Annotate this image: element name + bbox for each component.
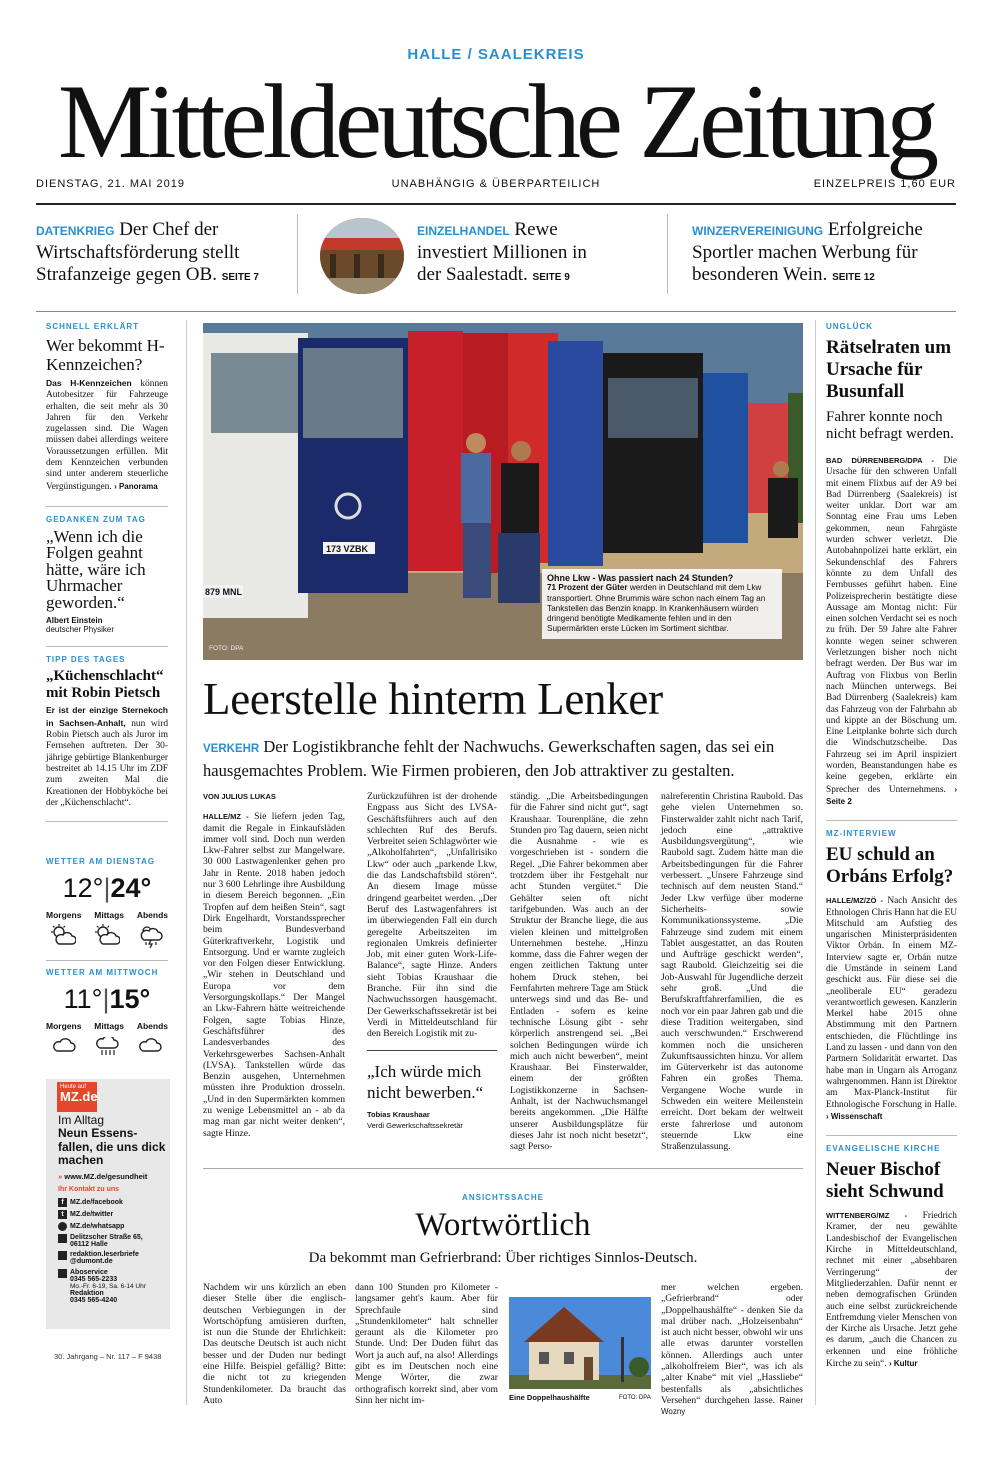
interview-dateline: HALLE/MZ/ZÖ -	[826, 896, 883, 906]
lead-col-3	[510, 791, 648, 1153]
mz-logo-text: MZ.de	[60, 1089, 98, 1104]
pull-quote: „Ich würde mich nicht bewerben.“	[367, 1061, 484, 1102]
lead-deck	[203, 736, 803, 781]
period-noon: Mittags	[94, 910, 124, 920]
quote-text: „Wenn ich die Folgen geahnt hätte, wäre ich Uhrmacher geworden.“	[46, 526, 146, 612]
opinion-photo	[509, 1297, 651, 1389]
mz-link[interactable]: » www.MZ.de/gesundheit	[58, 1171, 148, 1181]
photo-caption-lead: 71 Prozent der Güter	[547, 583, 628, 593]
lead-headline: Leerstelle hinterm Lenker	[203, 674, 663, 724]
opinion-text-3: mer welchen ergeben. „Gefrierbrand“ oder „Doppelhaushälfte“ - denken Sie da mal drüber nach. „Holzeisenbahn“ ist auch nicht besser, obwohl wir uns alle etwas darunter vorstellen können. Allerdings auch unter „alkoholfreiem Bier“, was ich als „alter Knabe“ mit viel „Hassliebe“ bestenfalls als „absichtliches Versehen“ durchgehen lasse.	[661, 1282, 803, 1406]
mz-line1: Im Alltag	[58, 1113, 105, 1127]
dateline: HALLE/MZ -	[203, 812, 249, 822]
accident-dateline: BAD DÜRRENBERG/DPA -	[826, 456, 934, 465]
interview-title: EU schuld an Orbáns Erfolg?	[826, 844, 954, 888]
teaser-text: Der Chef der Wirtschaftsförderung stellt Strafanzeige gegen OB.	[36, 219, 240, 285]
contact-facebook[interactable]: f MZ.de/facebook	[58, 1198, 166, 1207]
temp-high: 15°	[109, 984, 151, 1014]
pull-role: Verdi Gewerkschaftssekretär	[367, 1120, 463, 1130]
lead-deck-text: Der Logistikbranche fehlt der Nachwuchs. Gewerkschaften sagen, das sei ein hausgemachtes Problem. Wie Firmen probieren, den Job attraktiver zu gestalten.	[203, 737, 775, 780]
accident-ref[interactable]: › Seite 2	[826, 784, 957, 806]
lead-kicker: VERKEHR	[203, 743, 260, 755]
thunder-cloud-icon	[138, 924, 164, 948]
right-column	[826, 322, 957, 1370]
pin-icon	[58, 1234, 67, 1243]
period-evening: Abends	[136, 910, 168, 920]
left-col-divider	[186, 320, 187, 1405]
motto: UNABHÄNGIG & ÜBERPARTEILICH	[391, 178, 601, 190]
lead-text-3: ständig. „Die Arbeitsbedingungen für die Fahrer sind nicht gut“, sagt Kraushaar. Tourenpläne, die zehn Stunden pro Tag dauern, seien nicht die Ausnahme - wie es vorgeschrieben ist - sondern die Regel. „Die Fahrer bekommen aber trotzdem über ihr Festgehalt nur acht Stunden vergütet.“ Die Gehälter seien oft nicht tarifgebunden. Was auch an der Struktur der Branche liege, die aus vielen kleinen und mittelgroßen Unternehmen bestehe. „Hinzu komme, dass die Fahrer wegen der engen zeitlichen Taktung unter hohem Druck stehen, bei Fernfahrten mehrere Tage am Stück unterwegs sind und das Be- und Entladen - sofern es keine technische Lösung gibt - sehr körperlich anstrengend sei. „Bei solchen Bedingungen würde ich mich auch nicht bewerben“, meint Kraushaar. Bei Finsterwalder, einem der größten Logistikkonzerne in Sachsen-Anhalt, ist der Nachwuchsmangel bereits angekommen. „Die Hälfte unserer Ausbildungsplätze für dieses Jahr ist noch nicht besetzt“, sagt Perso-	[510, 791, 648, 1153]
photo-caption-body: werden in Deutschland mit dem Lkw transportiert. Ohne Brummis wäre schon nach einem Tag an Tankstellen das Benzin knapp. In Krankenhäusern würden dringend benötigte Medikamente fehlen und in den Supermärkten erste Lücken im Sortiment sichtbar.	[547, 583, 766, 634]
weather-label: WETTER AM MITTWOCH	[46, 968, 159, 977]
explain-title: Wer bekommt H-Kennzeichen?	[46, 336, 165, 374]
cloud-icon	[138, 1037, 162, 1053]
opinion-title: Wortwörtlich	[415, 1207, 591, 1243]
masthead-rule	[36, 203, 956, 205]
church-text: Friedrich Kramer, der neu gewählte Landesbischof der Evangelischen Kirche in Mitteldeutschland, rechnet mit einer „absehbaren Verringerung“ der Mitgliederzahlen. Dafür nennt er neben demografischen Gründen auch eine selbst zurückreichende Entfremdung vieler Menschen von der Kirche als Ursache. Jetzt gehe es darum, „auch die Chancen zu erkennen und eine fröhliche Kirche zu sein“.	[826, 1211, 957, 1369]
region-label: HALLE / SAALEKREIS	[407, 46, 585, 63]
temp-low: 12°	[62, 873, 104, 903]
price: EINZELPREIS 1,60 EUR	[813, 178, 956, 190]
interview-text: Nach Ansicht des Ethnologen Chris Hann hat die EU Mitschuld am Aufstieg des ungarischen Ministerpräsidenten Viktor Orbán. In einem MZ-Interview sagte er, Orbán nutze die Umstände in seinem Land geschickt aus. Für diese sei die „neoliberale EU“ geradezu verantwortlich gewesen. Kanzlerin Merkel habe 2015 ohne Abstimmung mit den Partnern entschieden, die Flüchtlinge ins Land zu lassen - und dann von den Partnern Solidarität erwartet. Das habe man in Ungarn als Arroganz wahrgenommen. Hann ist Direktor am Max-Planck-Institut für Ethnologische Forschung in Halle.	[826, 896, 957, 1110]
cloud-icon	[52, 1037, 76, 1053]
teaser-text: Erfolgreiche Sportler machen Werbung für besonderen Wein.	[692, 219, 923, 285]
weather-wednesday: WETTER AM MITTWOCH 11°|15° Morgens Mittags Abends	[46, 968, 168, 1057]
phone-icon	[58, 1269, 67, 1278]
issue-date: DIENSTAG, 21. MAI 2019	[36, 178, 185, 190]
teaser-text: Rewe investiert Millionen in der Saalestadt.	[417, 219, 587, 285]
accident-body	[826, 455, 957, 808]
right-col-divider	[815, 320, 816, 1405]
opinion-photo-credit: FOTO: DPA	[619, 1395, 651, 1401]
interview-kicker: MZ-INTERVIEW	[826, 829, 897, 839]
accident-kicker: UNGLÜCK	[826, 322, 873, 331]
tip-kicker: TIPP DES TAGES	[46, 655, 126, 665]
teaser-kicker: WINZERVEREINIGUNG	[692, 224, 824, 238]
lead-col-4	[661, 791, 803, 1153]
photo-caption-box	[542, 569, 782, 639]
contact-email[interactable]: redaktion.leserbriefe @dumont.de	[58, 1251, 166, 1265]
teaser-page: SEITE 7	[221, 272, 259, 283]
tip-title: „Küchenschlacht“ mit Robin Pietsch	[46, 668, 164, 702]
period-morning: Morgens	[46, 910, 82, 920]
red-phone: 0345 565-4240	[70, 1296, 118, 1304]
tip-body	[46, 705, 168, 809]
mz-box	[46, 1079, 170, 1329]
opinion-kicker: ANSICHTSSACHE	[462, 1193, 544, 1202]
divider	[46, 821, 168, 822]
left-column	[46, 322, 168, 830]
contact-address: Delitzscher Straße 65, 06112 Halle	[58, 1234, 166, 1248]
lead-col-1	[203, 787, 345, 1139]
lead-col-2	[367, 791, 497, 1131]
temp-high: 24°	[110, 873, 152, 903]
divider	[667, 214, 668, 294]
issue-number: 30. Jahrgang – Nr. 117 – F 9438	[54, 1352, 162, 1361]
period-morning: Morgens	[46, 1021, 82, 1031]
facebook-icon: f	[58, 1198, 67, 1207]
teaser-page: SEITE 12	[832, 272, 875, 283]
mz-logo-small: Heute auf	[60, 1084, 87, 1090]
opinion-col-3	[661, 1282, 803, 1418]
opinion-col-1: Nachdem wir uns kürzlich an eben dieser Stelle über die englisch-deutschen Verbiegungen in der Wortschöpfung amüsieren durften, ist nun die Stunde der Ehrlichkeit: Das deutsche Deutsch ist auch nicht besser und der Duden nur bedingt eine Hilfe. Beispiel gefällig? Bitte: die nicht tot zu kriegenden Stundenkilometer. Da braucht das Auto	[203, 1282, 346, 1406]
divider	[46, 646, 168, 647]
contact-title: Ihr Kontakt zu uns	[58, 1185, 120, 1193]
red-title: Redaktion	[70, 1289, 104, 1297]
teaser-kicker: EINZELHANDEL	[417, 224, 510, 238]
rain-cloud-icon	[95, 1037, 119, 1057]
teaser-image-rewe	[320, 218, 404, 294]
plate-text: 173 VZBK	[326, 544, 369, 554]
temp-low: 11°	[63, 984, 103, 1014]
abo-hours: Mo.-Fr. 6-19, Sa. 6-14 Uhr	[70, 1282, 146, 1290]
sun-cloud-icon	[50, 924, 76, 946]
abo-title: Aboservice	[70, 1268, 108, 1276]
quote-role: deutscher Physiker	[46, 625, 115, 635]
divider	[367, 1050, 497, 1051]
tip-lead: Er ist der einzige Sternekoch in Sachsen-Anhalt,	[46, 705, 168, 728]
divider	[46, 506, 168, 507]
sun-cloud-icon	[94, 924, 120, 946]
church-kicker: EVANGELISCHE KIRCHE	[826, 1144, 941, 1154]
mz-logo[interactable]	[57, 1082, 97, 1112]
photo-credit: FOTO: DPA	[209, 645, 244, 652]
contact-twitter[interactable]: t MZ.de/twitter	[58, 1210, 166, 1219]
byline: VON JULIUS LUKAS	[203, 792, 276, 801]
accident-title: Rätselraten um Ursache für Busunfall	[826, 337, 952, 402]
divider	[826, 1135, 957, 1136]
tip-text: nun wird Robin Pietsch auch als Juror im Fernsehen auftreten. Der 30-jährige gebürtige Blankenburger bestreitet ab 14.15 Uhr im ZDF zum zweiten Mal die Kreationen der Hobbyköche bei der „Küchenschlacht“.	[46, 718, 169, 808]
period-noon: Mittags	[94, 1021, 124, 1031]
weather-tuesday: WETTER AM DIENSTAG 12°|24° Morgens Mittags Abends	[46, 857, 168, 967]
explain-body	[46, 378, 168, 493]
teaser-kicker: DATENKRIEG	[36, 224, 115, 238]
accident-sub: Fahrer konnte noch nicht befragt werden.	[826, 409, 954, 442]
teaser-rule	[36, 311, 956, 312]
whatsapp-icon	[58, 1222, 67, 1231]
church-ref[interactable]: › Kultur	[889, 1359, 918, 1368]
opinion-author: Rainer Wozny	[661, 1395, 803, 1417]
teaser-winzer[interactable]	[692, 219, 956, 289]
plate-text: 879 MNL	[205, 587, 243, 597]
opinion-deck: Da bekommt man Gefrierbrand: Über richtiges Sinnlos-Deutsch.	[308, 1250, 698, 1266]
teaser-datenkrieg[interactable]	[36, 219, 298, 289]
newspaper-title: Mitteldeutsche Zeitung	[57, 63, 935, 180]
lead-text-4: nalreferentin Christina Raubold. Das gehe vielen Unternehmen so. Finsterwalder zahlt nicht nach Tarif, jedoch eine „attraktive Ausbildungsvergütung“, wie Raubold sagt. Zudem hätte man die Arbeitsbedingungen für die Fahrer verbessert. „Unsere Fahrzeuge sind technisch auf dem neusten Stand.“ Jeder Lkw verfüge über moderne Sicherheits- sowie Kommunikationssysteme. „Die Fahrzeuge sind zudem mit einem Tablet ausgestattet, an das Routen und Aufträge geschickt werden“, sagt Raubold. Gleichzeitig sei die Job-Auswahl für Jugendliche derzeit sehr groß. „Und die Berufskraftfahrerfamilien, die es noch vor ein paar Jahren gab und die diese Tradition weitergaben, sind auch verschwunden.“ Erschwerend kommen noch die unsicheren Zukunftsaussichten hinzu. Vor allem im Güterverkehr ist das autonome Fahren ein großes Thema. Vergangene Woche wurde in Schweden ein weitere Meilenstein erreicht. Dort bekam der weltweit erste fahrerlose und autonom steuernde Lkw eine Straßenzulassung.	[661, 791, 803, 1153]
lead-text-1: Sie liefern jeden Tag, damit die Regale in Einkaufsläden immer voll sind. Doch nun werden Lkw-Fahrer selbst zur Mangelware. 30 000 Lastwagenlenker gehen pro Jahr in Rente. 2018 haben jedoch nur 3 600 Lehrlinge ihre Ausbildung in diesem Bereich begonnen. „Ein Tropfen auf dem heißen Stein“, sagt Dirk Engelhardt, Vorstandssprecher beim Bundesverband Güterkraftverkehr, Logistik und Entsorgung. Und er warnte zugleich vor den Folgen dieser Entwicklung. „Wir stehen in Deutschland und Europa vor dem Versorgungskollaps.“ Der Mangel an Lkw-Fahrern hätte weitreichende Folgen, sagte Tobias Hinze, Geschäftsführer des Landesverbandes des Verkehrsgewerbes Sachsen-Anhalt (LVSA). Tankstellen würde das Benzin ausgehen, Unternehmen müssten ihre Produktion drosseln. „Und in den Supermärkten kommen zu wenige Lebensmittel an - ab da mag man gar nicht weiter denken“, sagte Hinze.	[203, 811, 346, 1139]
interview-body	[826, 895, 957, 1123]
church-dateline: WITTENBERG/MZ -	[826, 1211, 908, 1221]
church-body	[826, 1210, 957, 1370]
mail-icon	[58, 1251, 67, 1260]
teaser-einzelhandel[interactable]	[417, 219, 612, 289]
explain-kicker: SCHNELL ERKLÄRT	[46, 322, 140, 331]
photo-caption-title: Ohne Lkw - Was passiert nach 24 Stunden?	[547, 573, 734, 583]
divider	[297, 214, 298, 294]
accident-text: Die Ursache für den schweren Unfall mit einem Flixbus auf der A9 bei Bad Dürrenberg (Saalekreis) ist weiter unklar. Dort war am Sonntag eine Frau ums Leben gekommen, neun Fahrgäste wurden schwer verletzt. Die Autobahnpolizei hatte erklärt, ein Sekundenschlaf des Fahrers könnte zu dem Unfall des Fernbusses geführt haben. Eine Polizeisprecherin bestätigte diese Aussage am Montag nicht: Für einen solchen Verdacht sei es noch zu früh. Der 59 Jahre alte Fahrer konnte wegen seiner schweren Verletzungen bisher noch nicht befragt werden. Der Bus war im Auftrag von Flixbus von Berlin nach München unterwegs. Bei Bad Dürrenberg (Saalekreis) kam das Fahrzeug von der Fahrbahn ab und kippte an der Böschung um. Eine Leitplanke bohrte sich durch die Windschutzscheibe. Das Fahrzeug sei im April inspiziert worden, Beanstandungen habe es keine gegeben, erklärte ein Sprecher des Unternehmens.	[826, 456, 958, 795]
lead-photo	[203, 323, 803, 660]
explain-ref[interactable]: › Panorama	[114, 481, 158, 491]
contact-whatsapp[interactable]: MZ.de/whatsapp	[58, 1222, 166, 1231]
teaser-page: SEITE 9	[532, 272, 570, 283]
abo-phone: 0345 565-2233	[70, 1275, 118, 1283]
divider	[46, 960, 168, 961]
divider	[826, 820, 957, 821]
explain-text: können Autobesitzer für Fahrzeuge erhalten, die seit mehr als 30 Jahren für den Verkehr zugelassen sind. Die Wagen müssen dabei allerdings weitere Voraussetzungen erfüllen. Mit dem Kennzeichen verbunden sind unter anderem steuerliche Vergünstigungen.	[46, 379, 168, 492]
opinion-col-2: dann 100 Stunden pro Kilometer - langsamer geht's kaum. Aber für Sprechfaule sind „Stundenkilometer“ halt schneller geraunt als die Kilometer pro Stunde. Und: Der Duden führt das Wort ja auch auf, na also! Allerdings gibt es im Deutschen noch eine Menge Wörter, die zwar orthografisch korrekt sind, aber vom Sinn her nicht im-	[355, 1282, 498, 1406]
interview-ref[interactable]: › Wissenschaft	[826, 1111, 883, 1121]
pull-author: Tobias Kraushaar	[367, 1109, 430, 1119]
lead-text-2: Zurückzuführen ist der drohende Engpass aus Sicht des LVSA-Geschäftsführers auch auf den schlechten Ruf des Berufs. Verbreitet seien Schlagwörter wie „Alkoholfahrten“, „Unfallrisiko Lkw“ oder auch „parkende Lkw, die das Landschaftsbild stören“. An diesem Image müsse dringend gearbeitet werden. „Der Beruf des Lastwagenfahrers ist im überwiegenden Fall ein durch geregelte Arbeitszeiten im regionalen Umkreis definierter Job, mit einer guten Work-Life-Balance“, sagte Hinze. Anders sieht Tobias Kraushaar die Branche. Für ihn sind die Nachwuchssorgen hausgemacht. Der Gewerkschaftssekretär ist bei Verdi in Mitteldeutschland für den Bereich Logistik mit zu-	[367, 791, 497, 1040]
period-evening: Abends	[136, 1021, 168, 1031]
church-title: Neuer Bischof sieht Schwund	[826, 1159, 944, 1203]
quote-kicker: GEDANKEN ZUM TAG	[46, 514, 146, 524]
quote-author: Albert Einstein	[46, 616, 103, 626]
section-rule	[203, 1168, 803, 1169]
explain-lead: Das H-Kennzeichen	[46, 378, 132, 388]
mz-headline: Neun Essens-fallen, die uns dick machen	[58, 1126, 166, 1167]
twitter-icon: t	[58, 1210, 67, 1219]
weather-label: WETTER AM DIENSTAG	[46, 857, 156, 866]
opinion-photo-caption: Eine Doppelhaushälfte	[509, 1393, 590, 1402]
